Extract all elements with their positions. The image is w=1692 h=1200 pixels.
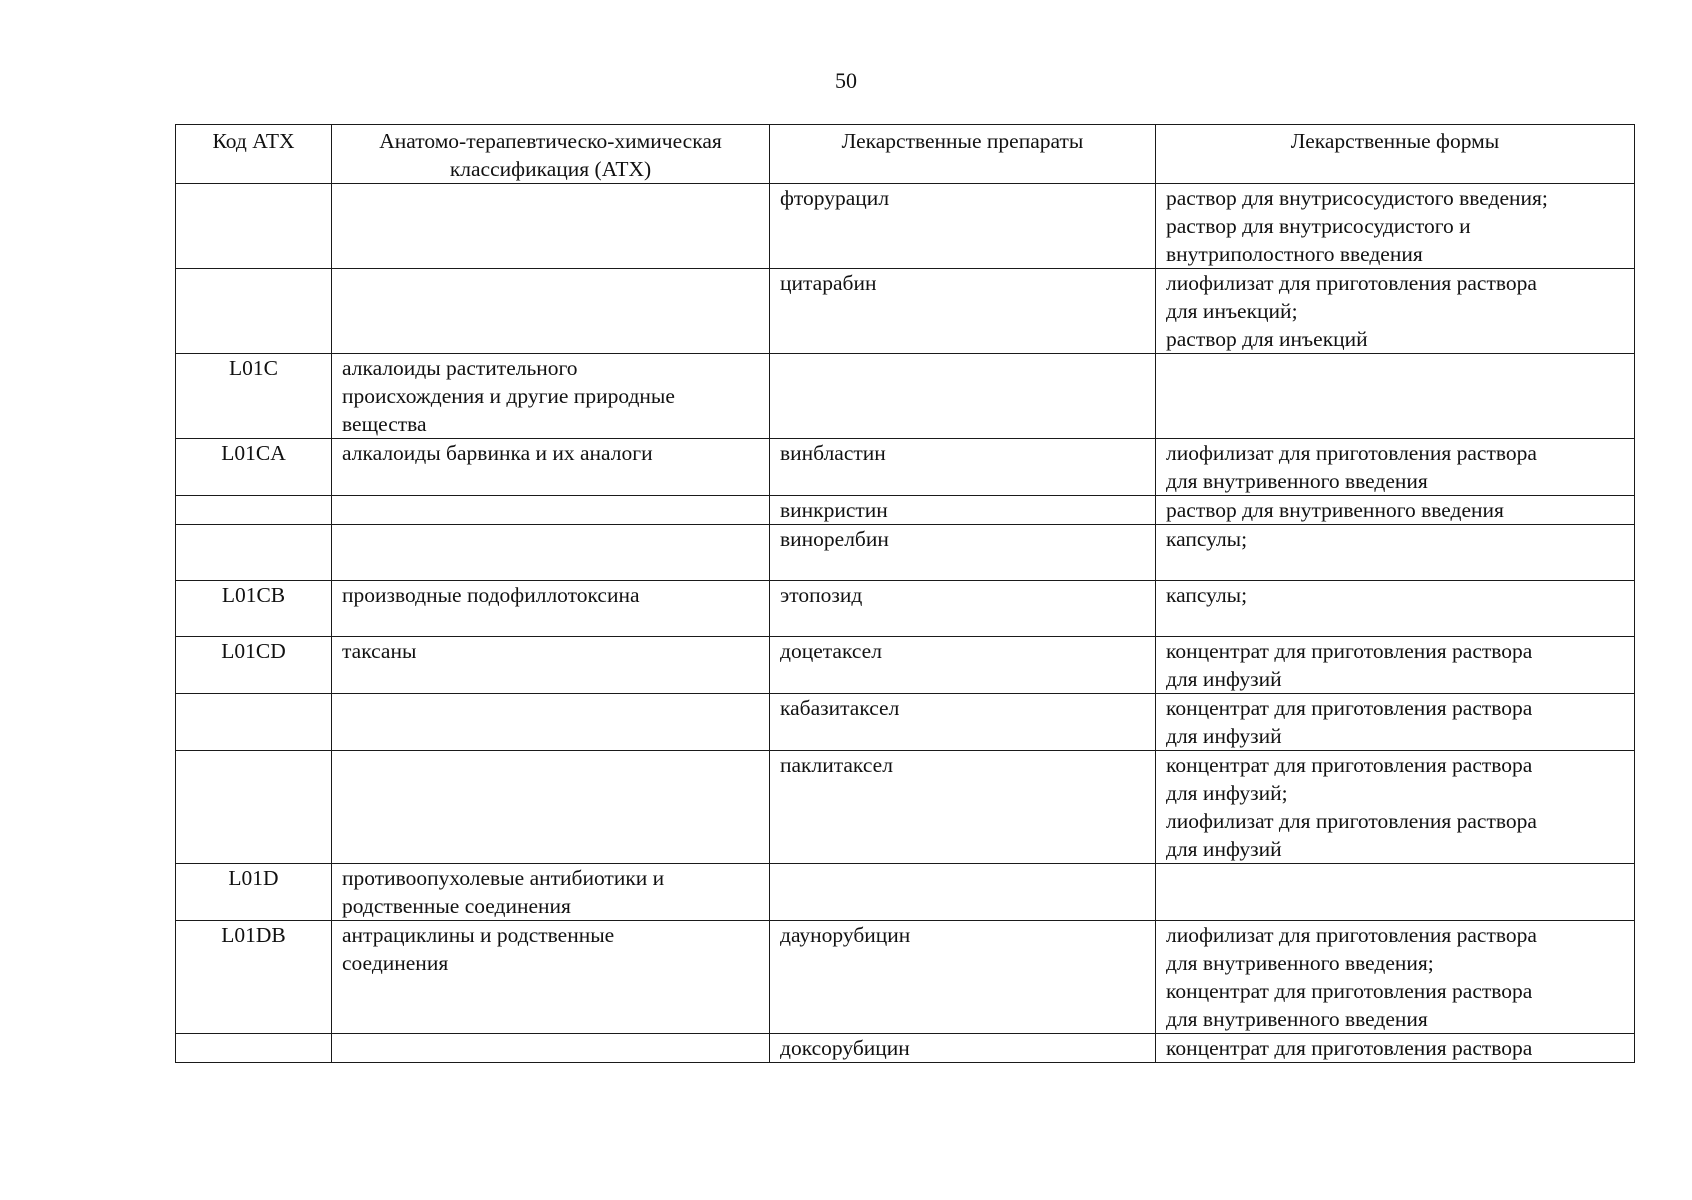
cell-drug-name xyxy=(770,581,1156,637)
cell-text-line: цитарабин xyxy=(780,271,877,295)
table-row xyxy=(176,525,1635,581)
cell-text-line: алкалоиды растительного xyxy=(342,356,578,380)
cell-text-line: лиофилизат для приготовления раствора xyxy=(1166,923,1537,947)
cell-text-line: винкристин xyxy=(780,498,888,522)
cell-drug-name xyxy=(770,439,1156,496)
cell-text-line: паклитаксел xyxy=(780,753,893,777)
cell-text-line: лиофилизат для приготовления раствора xyxy=(1166,809,1537,833)
cell-text-line: для внутривенного введения xyxy=(1166,469,1428,493)
table-row xyxy=(176,864,1635,921)
cell-atc-code xyxy=(176,581,332,637)
cell-dosage-forms xyxy=(1156,921,1635,1034)
cell-text-line: доксорубицин xyxy=(780,1036,910,1060)
cell-text-line: винбластин xyxy=(780,441,886,465)
cell-text-line: раствор для внутрисосудистого введения; xyxy=(1166,186,1548,210)
table-row xyxy=(176,354,1635,439)
cell-atc-classification xyxy=(332,184,770,269)
cell-text-line: таксаны xyxy=(342,639,417,663)
cell-text-line: кабазитаксел xyxy=(780,696,900,720)
cell-text-line: L01DB xyxy=(221,923,286,947)
cell-text-line: для внутривенного введения xyxy=(1166,1007,1428,1031)
cell-text-line: концентрат для приготовления раствора xyxy=(1166,696,1533,720)
cell-text-line: родственные соединения xyxy=(342,894,571,918)
header-line: классификация (АТХ) xyxy=(449,157,652,181)
cell-text-line: алкалоиды барвинка и их аналоги xyxy=(342,441,653,465)
header-drugs xyxy=(770,125,1156,184)
cell-atc-classification xyxy=(332,694,770,751)
cell-atc-classification xyxy=(332,269,770,354)
table-row xyxy=(176,439,1635,496)
cell-text-line: для инфузий; xyxy=(1166,781,1288,805)
cell-text-line: противоопухолевые антибиотики и xyxy=(342,866,665,890)
cell-dosage-forms xyxy=(1156,694,1635,751)
cell-text-line: происхождения и другие природные xyxy=(342,384,675,408)
table-row xyxy=(176,184,1635,269)
cell-dosage-forms xyxy=(1156,864,1635,921)
cell-atc-classification xyxy=(332,864,770,921)
cell-drug-name xyxy=(770,864,1156,921)
cell-text-line: концентрат для приготовления раствора xyxy=(1166,1036,1533,1060)
cell-dosage-forms xyxy=(1156,751,1635,864)
cell-text-line: для инъекций; xyxy=(1166,299,1298,323)
cell-drug-name xyxy=(770,694,1156,751)
cell-atc-code xyxy=(176,921,332,1034)
cell-drug-name xyxy=(770,496,1156,525)
cell-atc-classification xyxy=(332,496,770,525)
cell-dosage-forms xyxy=(1156,184,1635,269)
table-row xyxy=(176,921,1635,1034)
cell-text-line: фторурацил xyxy=(780,186,890,210)
cell-dosage-forms xyxy=(1156,525,1635,581)
table-row xyxy=(176,581,1635,637)
cell-text-line: концентрат для приготовления раствора xyxy=(1166,639,1533,663)
table-row xyxy=(176,751,1635,864)
cell-drug-name xyxy=(770,921,1156,1034)
cell-text-line: внутриполостного введения xyxy=(1166,242,1423,266)
cell-text-line: L01CB xyxy=(221,583,286,607)
table-row xyxy=(176,269,1635,354)
cell-dosage-forms xyxy=(1156,1034,1635,1063)
cell-atc-code xyxy=(176,1034,332,1063)
cell-text-line: лиофилизат для приготовления раствора xyxy=(1166,271,1537,295)
cell-drug-name xyxy=(770,184,1156,269)
cell-text-line: концентрат для приготовления раствора xyxy=(1166,753,1533,777)
header-dosage-forms xyxy=(1156,125,1635,184)
cell-text-line: капсулы; xyxy=(1166,527,1248,551)
cell-drug-name xyxy=(770,751,1156,864)
cell-text-line: раствор для инъекций xyxy=(1166,327,1368,351)
cell-atc-classification xyxy=(332,1034,770,1063)
cell-text-line: L01CA xyxy=(221,441,286,465)
cell-atc-code xyxy=(176,439,332,496)
cell-dosage-forms xyxy=(1156,439,1635,496)
cell-dosage-forms xyxy=(1156,637,1635,694)
cell-text-line: этопозид xyxy=(780,583,863,607)
cell-text-line: раствор для внутрисосудистого и xyxy=(1166,214,1471,238)
table-row xyxy=(176,694,1635,751)
cell-text-line: L01D xyxy=(228,866,279,890)
cell-atc-classification xyxy=(332,921,770,1034)
cell-text-line: производные подофиллотоксина xyxy=(342,583,640,607)
cell-atc-code xyxy=(176,496,332,525)
cell-atc-code xyxy=(176,354,332,439)
table-header-row xyxy=(176,125,1635,184)
header-atc-classification xyxy=(332,125,770,184)
cell-drug-name xyxy=(770,269,1156,354)
page-number: 50 xyxy=(835,68,857,93)
cell-text-line: концентрат для приготовления раствора xyxy=(1166,979,1533,1003)
header-atc-code xyxy=(176,125,332,184)
cell-atc-classification xyxy=(332,354,770,439)
cell-text-line: антрациклины и родственные xyxy=(342,923,615,947)
header-line: Код АТХ xyxy=(212,129,295,153)
cell-drug-name xyxy=(770,354,1156,439)
cell-text-line: даунорубицин xyxy=(780,923,911,947)
cell-text-line: доцетаксел xyxy=(780,639,882,663)
cell-text-line: соединения xyxy=(342,951,449,975)
table-row xyxy=(176,496,1635,525)
cell-text-line: L01C xyxy=(229,356,278,380)
cell-drug-name xyxy=(770,637,1156,694)
cell-dosage-forms xyxy=(1156,581,1635,637)
table-row xyxy=(176,637,1635,694)
header-line: Лекарственные препараты xyxy=(841,129,1084,153)
header-line: Анатомо-терапевтическо-химическая xyxy=(379,129,722,153)
cell-drug-name xyxy=(770,1034,1156,1063)
cell-text-line: для внутривенного введения; xyxy=(1166,951,1434,975)
cell-atc-code xyxy=(176,864,332,921)
cell-atc-classification xyxy=(332,439,770,496)
cell-atc-classification xyxy=(332,581,770,637)
cell-text-line: капсулы; xyxy=(1166,583,1248,607)
cell-atc-classification xyxy=(332,751,770,864)
header-line: Лекарственные формы xyxy=(1290,129,1500,153)
cell-dosage-forms xyxy=(1156,269,1635,354)
cell-text-line: L01CD xyxy=(221,639,286,663)
cell-atc-code xyxy=(176,525,332,581)
cell-text-line: лиофилизат для приготовления раствора xyxy=(1166,441,1537,465)
cell-text-line: для инфузий xyxy=(1166,724,1282,748)
cell-atc-code xyxy=(176,269,332,354)
cell-dosage-forms xyxy=(1156,354,1635,439)
cell-text-line: для инфузий xyxy=(1166,837,1282,861)
cell-atc-code xyxy=(176,751,332,864)
atc-drug-table xyxy=(175,124,1635,1063)
cell-drug-name xyxy=(770,525,1156,581)
cell-atc-code xyxy=(176,694,332,751)
table-row xyxy=(176,1034,1635,1063)
cell-dosage-forms xyxy=(1156,496,1635,525)
cell-atc-classification xyxy=(332,637,770,694)
cell-text-line: винорелбин xyxy=(780,527,889,551)
cell-text-line: вещества xyxy=(342,412,427,436)
cell-text-line: для инфузий xyxy=(1166,667,1282,691)
cell-atc-code xyxy=(176,184,332,269)
cell-text-line: раствор для внутривенного введения xyxy=(1166,498,1504,522)
cell-atc-code xyxy=(176,637,332,694)
cell-atc-classification xyxy=(332,525,770,581)
